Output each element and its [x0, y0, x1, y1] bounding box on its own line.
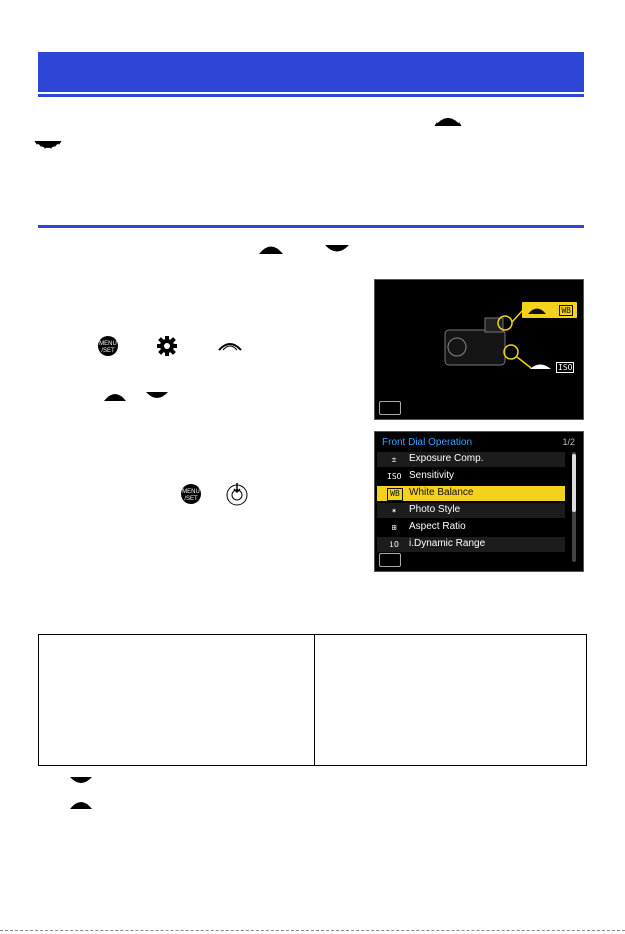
white-balance-icon: WB [387, 488, 403, 501]
sensitivity-icon: ISO [387, 472, 402, 481]
page-bottom-rule [0, 930, 625, 932]
rear-dial-icon [68, 798, 94, 810]
menu-set-button-icon [97, 335, 119, 357]
aspect-ratio-icon: ⊞ [391, 523, 397, 532]
rear-dial-icon [527, 305, 547, 315]
wb-badge: WB [561, 306, 571, 315]
svg-text:MENU: MENU [99, 341, 117, 347]
back-icon[interactable] [379, 553, 401, 567]
camera-dial-screen [374, 279, 584, 420]
rear-dial-icon [433, 113, 463, 127]
menu-item-photo-style[interactable] [377, 503, 565, 518]
menu-item-white-balance[interactable] [377, 486, 565, 501]
menu-item-i-dynamic-range[interactable] [377, 537, 565, 552]
i-dynamic-range-icon: iO [389, 540, 399, 549]
svg-text:/SET: /SET [184, 496, 198, 502]
banner-underline [38, 94, 584, 97]
section-divider [38, 225, 584, 228]
svg-text:/SET: /SET [101, 348, 115, 354]
menu-item-exposure-comp[interactable] [377, 452, 565, 467]
menu-title: Front Dial Operation [382, 437, 473, 448]
menu-item-label: Aspect Ratio [409, 521, 466, 532]
menu-scrollbar-thumb[interactable] [572, 454, 576, 512]
camera-body-illustration [375, 280, 583, 419]
photo-style-icon: ✶ [391, 506, 397, 515]
iso-badge: ISO [558, 363, 573, 372]
section-banner [38, 52, 584, 92]
rear-dial-icon [257, 242, 285, 255]
front-dial-icon [68, 776, 94, 786]
gear-icon [156, 335, 178, 357]
front-dial-icon [33, 140, 63, 152]
menu-item-label: Exposure Comp. [409, 453, 484, 464]
back-icon[interactable] [379, 401, 401, 415]
menu-set-button-icon [180, 483, 202, 505]
menu-item-sensitivity[interactable] [377, 469, 565, 484]
menu-item-label: Sensitivity [409, 470, 455, 481]
menu-item-label: Photo Style [409, 504, 461, 515]
menu-item-aspect-ratio[interactable] [377, 520, 565, 535]
settings-table [38, 634, 587, 766]
menu-item-label: i.Dynamic Range [409, 538, 486, 549]
exposure-comp-icon: ± [391, 455, 397, 464]
menu-page-indicator: 1/2 [562, 437, 575, 447]
front-dial-operation-menu [374, 431, 584, 572]
front-dial-icon [323, 244, 351, 255]
menu-item-label: White Balance [409, 487, 474, 498]
rear-dial-icon [102, 390, 128, 402]
table-column-divider [314, 635, 315, 765]
rear-dial-wb-tag [522, 302, 577, 318]
dial-operation-icon [217, 338, 243, 352]
front-dial-icon [144, 391, 170, 401]
joystick-press-icon [226, 482, 248, 506]
svg-text:MENU: MENU [182, 489, 200, 495]
